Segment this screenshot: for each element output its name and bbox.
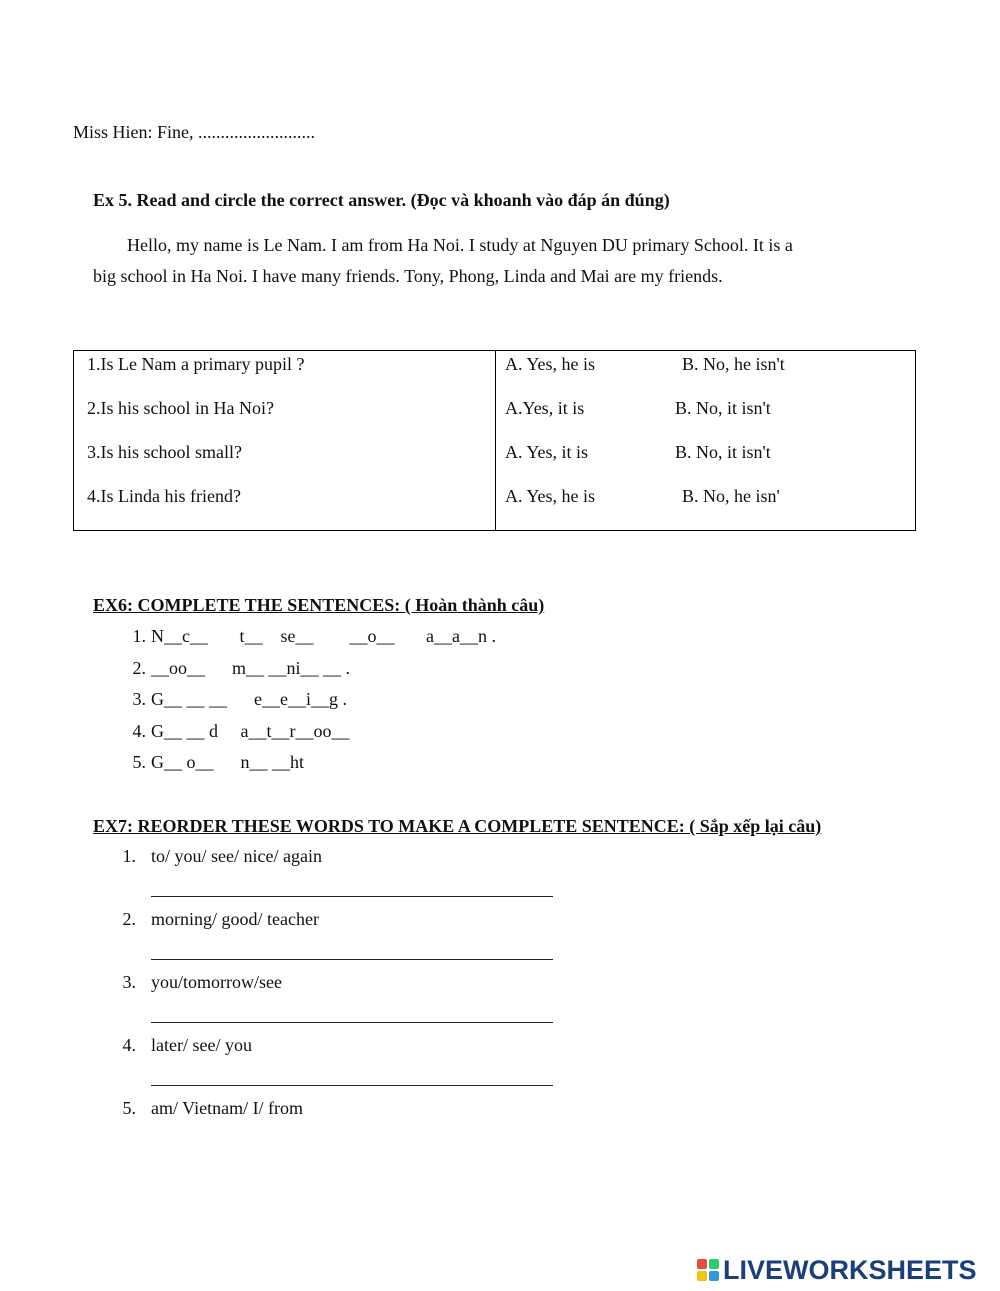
answer-line[interactable] xyxy=(151,896,553,897)
logo-block xyxy=(697,1259,707,1269)
answer-cell xyxy=(496,351,916,395)
question-cell xyxy=(74,483,496,531)
question-cell xyxy=(74,395,496,439)
ex5-passage-line2: big school in Ha Noi. I have many friends. Tony, Phong, Linda and Mai are my friends. xyxy=(93,266,723,286)
option-b[interactable]: B. No, he isn' xyxy=(682,485,780,506)
answer-cell xyxy=(496,395,916,439)
ex5-title: Ex 5. Read and circle the correct answer. (Đọc và khoanh vào đáp án đúng) xyxy=(93,190,670,210)
ex7-item: am/ Vietnam/ I/ from xyxy=(151,1098,304,1118)
logo-block xyxy=(709,1259,719,1269)
answer-cell xyxy=(496,439,916,483)
table-row xyxy=(74,483,916,531)
list-number: 5. xyxy=(132,752,146,772)
list-number: 2. xyxy=(122,909,136,929)
liveworksheets-logo xyxy=(697,1255,977,1285)
ex5-passage-line1: Hello, my name is Le Nam. I am from Ha Noi. I study at Nguyen DU primary School. It is a xyxy=(127,235,793,255)
option-a[interactable]: A. Yes, he is xyxy=(505,485,596,506)
option-b[interactable]: B. No, it isn't xyxy=(675,397,771,418)
dialogue-line: Miss Hien: Fine, .......................... xyxy=(73,122,316,142)
answer-line[interactable] xyxy=(151,1085,553,1086)
answer-cell xyxy=(496,483,916,531)
ex7-title: EX7: REORDER THESE WORDS TO MAKE A COMPLETE SENTENCE: ( Sắp xếp lại câu) xyxy=(93,816,822,836)
list-number: 1. xyxy=(132,626,146,646)
ex6-item[interactable]: G__ __ __ e__e__i__g . xyxy=(151,689,347,709)
table-row xyxy=(74,439,916,483)
option-b[interactable]: B. No, it isn't xyxy=(675,441,771,462)
logo-text: LIVEWORKSHEETS xyxy=(723,1254,977,1285)
list-number: 3. xyxy=(122,972,136,992)
list-number: 1. xyxy=(122,846,136,866)
logo-blocks-icon xyxy=(697,1259,719,1281)
question-text: 2.Is his school in Ha Noi? xyxy=(87,397,274,418)
answer-line[interactable] xyxy=(151,1022,553,1023)
ex6-item[interactable]: G__ __ d a__t__r__oo__ xyxy=(151,721,350,741)
list-number: 5. xyxy=(122,1098,136,1118)
ex7-item: to/ you/ see/ nice/ again xyxy=(151,846,322,866)
table-row xyxy=(74,395,916,439)
question-cell xyxy=(74,351,496,395)
ex7-item: morning/ good/ teacher xyxy=(151,909,319,929)
question-text: 1.Is Le Nam a primary pupil ? xyxy=(87,354,305,374)
answer-line[interactable] xyxy=(151,959,553,960)
ex6-title: EX6: COMPLETE THE SENTENCES: ( Hoàn thành câu) xyxy=(93,595,545,615)
list-number: 4. xyxy=(122,1035,136,1055)
ex7-item: later/ see/ you xyxy=(151,1035,252,1055)
ex6-item[interactable]: __oo__ m__ __ni__ __ . xyxy=(151,658,351,678)
question-cell xyxy=(74,439,496,483)
question-text: 3.Is his school small? xyxy=(87,441,242,462)
option-a[interactable]: A.Yes, it is xyxy=(505,397,585,418)
ex6-item[interactable]: G__ o__ n__ __ht xyxy=(151,752,304,772)
ex6-item[interactable]: N__c__ t__ se__ __o__ a__a__n . xyxy=(151,626,496,646)
option-a[interactable]: A. Yes, it is xyxy=(505,441,589,462)
logo-block xyxy=(697,1271,707,1281)
ex7-item: you/tomorrow/see xyxy=(151,972,282,992)
question-text: 4.Is Linda his friend? xyxy=(87,485,241,506)
table-row xyxy=(74,351,916,395)
option-a[interactable]: A. Yes, he is xyxy=(505,354,596,374)
logo-block xyxy=(709,1271,719,1281)
list-number: 2. xyxy=(132,658,146,678)
list-number: 3. xyxy=(132,689,146,709)
list-number: 4. xyxy=(132,721,146,741)
option-b[interactable]: B. No, he isn't xyxy=(682,354,785,374)
ex5-question-table xyxy=(73,350,916,531)
